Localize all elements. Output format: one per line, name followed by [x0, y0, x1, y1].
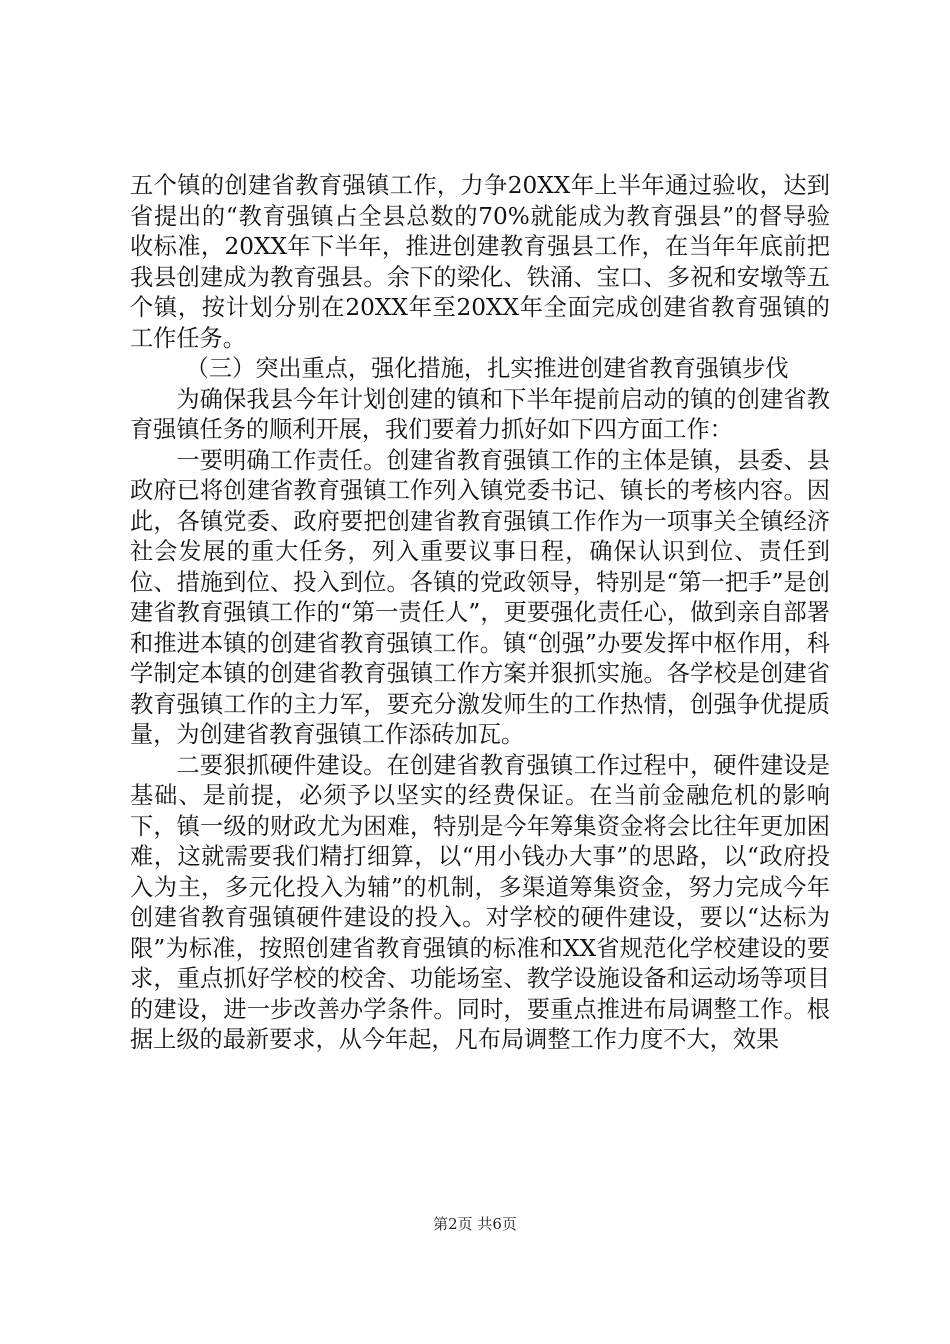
- paragraph-intro: 为确保我县今年计划创建的镇和下半年提前启动的镇的创建省教育强镇任务的顺利开展，我们要着力抓好如下四方面工作：: [130, 385, 830, 443]
- paragraph-responsibility: 一要明确工作责任。创建省教育强镇工作的主体是镇，县委、县政府已将创建省教育强镇工作列入镇党委书记、镇长的考核内容。因此，各镇党委、政府要把创建省教育强镇工作作为一项事关全镇经济社会发展的重大任务，列入重要议事日程，确保认识到位、责任到位、措施到位、投入到位。各镇的党政领导，特别是“第一把手”是创建省教育强镇工作的“第一责任人”，更要强化责任心，做到亲自部署和推进本镇的创建省教育强镇工作。镇“创强”办要发挥中枢作用，科学制定本镇的创建省教育强镇工作方案并狠抓实施。各学校是创建省教育强镇工作的主力军，要充分激发师生的工作热情，创强争优提质量，为创建省教育强镇工作添砖加瓦。: [130, 446, 830, 748]
- page-number: 第2页 共6页: [433, 1215, 517, 1233]
- paragraph-hardware: 二要狠抓硬件建设。在创建省教育强镇工作过程中，硬件建设是基础、是前提，必须予以坚实的经费保证。在当前金融危机的影响下，镇一级的财政尤为困难，特别是今年筹集资金将会比往年更加困难，这就需要我们精打细算，以“用小钱办大事”的思路，以“政府投入为主，多元化投入为辅”的机制，多渠道筹集资金，努力完成今年创建省教育强镇硬件建设的投入。对学校的硬件建设，要以“达标为限”为标准，按照创建省教育强镇的标准和XX省规范化学校建设的要求，重点抓好学校的校舍、功能场室、教学设施设备和运动场等项目的建设，进一步改善办学条件。同时，要重点推进布局调整工作。根据上级的最新要求，从今年起，凡布局调整工作力度不大，效果: [130, 751, 830, 1053]
- paragraph-continuation: 五个镇的创建省教育强镇工作，力争20XX年上半年通过验收，达到省提出的“教育强镇占全县总数的70%就能成为教育强县”的督导验收标准，20XX年下半年，推进创建教育强县工作，在当年年底前把我县创建成为教育强县。余下的梁化、铁涌、宝口、多祝和安墩等五个镇，按计划分别在20XX年至20XX年全面完成创建省教育强镇的工作任务。: [130, 172, 830, 352]
- document-body: [130, 171, 830, 1056]
- page-footer: [0, 1214, 950, 1234]
- section-heading: （三）突出重点，强化措施，扎实推进创建省教育强镇步伐: [185, 355, 789, 382]
